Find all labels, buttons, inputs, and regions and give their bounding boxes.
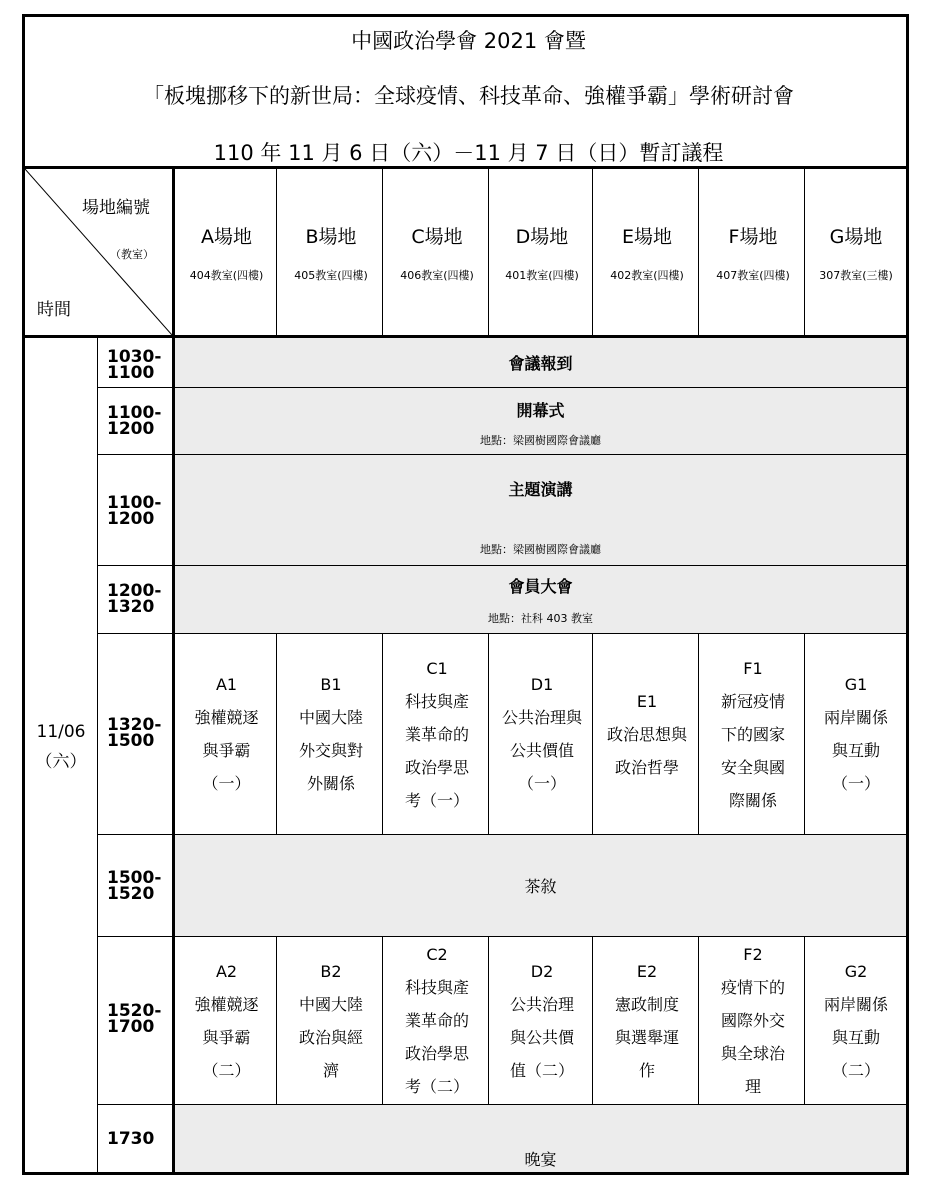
session-title-line: 考（二） xyxy=(404,1077,469,1096)
session-code: A1 xyxy=(215,675,238,694)
session-title-line: 濟 xyxy=(322,1060,339,1080)
session-title-line: 疫情下的 xyxy=(720,978,785,997)
session-title-line: 國際外交 xyxy=(720,1011,785,1030)
check-in-title: 會議報到 xyxy=(508,354,573,373)
session-title-line: 考（一） xyxy=(404,790,469,810)
venue-cell-f xyxy=(700,169,806,335)
session-code: A2 xyxy=(215,961,238,981)
session-title-line: 強權競逐 xyxy=(194,708,259,727)
session-code: F1 xyxy=(743,658,763,678)
session-code: G2 xyxy=(844,961,868,981)
session-title-line: 與公共價 xyxy=(509,1027,574,1047)
session-title-line: 際關係 xyxy=(728,790,777,810)
session-c1 xyxy=(384,634,490,834)
session-code: E2 xyxy=(636,961,658,981)
time-r7: 1520- 1700 xyxy=(107,1001,162,1037)
header-line-1: 中國政治學會 2021 會暨 xyxy=(351,29,586,53)
opening-title: 開幕式 xyxy=(516,401,565,420)
row-banquet xyxy=(175,1105,906,1172)
session-code: D1 xyxy=(530,675,554,694)
date-day: 11/06 xyxy=(36,722,86,742)
row-tea-break xyxy=(175,835,906,936)
venue-cell-d xyxy=(490,169,594,335)
venue-room: 401教室(四樓) xyxy=(505,268,579,282)
session-title-line: 業革命的 xyxy=(404,1011,469,1030)
venue-room: 406教室(四樓) xyxy=(400,268,474,282)
date-cell xyxy=(25,717,97,777)
keynote-title: 主題演講 xyxy=(508,480,573,499)
session-title-line: （一） xyxy=(517,774,566,793)
row-opening xyxy=(175,388,906,454)
time-r1: 1030- 1100 xyxy=(107,347,162,383)
session-title-line: 憲政制度 xyxy=(614,994,679,1014)
session-title-line: 安全與國 xyxy=(720,757,785,777)
venue-name: D場地 xyxy=(515,225,569,248)
row-keynote xyxy=(175,455,906,565)
session-title-line: 業革命的 xyxy=(404,724,469,744)
session-code: B1 xyxy=(320,675,342,694)
session-title-line: 與互動 xyxy=(831,1027,880,1047)
session-title-line: 下的國家 xyxy=(720,724,785,744)
session-title-line: 政治哲學 xyxy=(614,757,679,777)
keynote-place: 地點：梁國樹國際會議廳 xyxy=(480,543,601,556)
banquet-title: 晚宴 xyxy=(524,1150,557,1169)
members-meeting-title: 會員大會 xyxy=(508,577,573,596)
time-r4: 1200- 1320 xyxy=(107,581,162,617)
session-a2 xyxy=(175,937,278,1104)
session-code: E1 xyxy=(636,691,658,711)
venue-room: 407教室(四樓) xyxy=(716,268,790,282)
session-title-line: 中國大陸 xyxy=(298,994,363,1014)
time-r3: 1100- 1200 xyxy=(107,493,162,529)
venue-cell-a xyxy=(175,169,278,335)
row-check-in xyxy=(175,338,906,387)
session-title-line: （一） xyxy=(202,774,251,793)
header-line-2: 「板塊挪移下的新世局：全球疫情、科技革命、強權爭霸」學術研討會 xyxy=(143,84,794,108)
session-code: D2 xyxy=(530,961,554,981)
row-members-meeting xyxy=(175,566,906,633)
session-code: B2 xyxy=(320,961,342,981)
session-title-line: 科技與產 xyxy=(404,691,469,711)
session-b1 xyxy=(278,634,384,834)
session-code: C1 xyxy=(426,658,448,678)
session-title-line: 外關係 xyxy=(306,774,355,793)
session-g2 xyxy=(806,937,906,1104)
venue-room: 402教室(四樓) xyxy=(610,268,684,282)
session-title-line: 理 xyxy=(744,1077,761,1096)
session-title-line: 作 xyxy=(638,1060,655,1080)
venue-number-label: 場地編號 xyxy=(82,198,150,218)
session-title-line: 外交與對 xyxy=(298,741,363,760)
time-r8: 1730 xyxy=(107,1129,155,1149)
session-g1 xyxy=(806,634,906,834)
session-title-line: 與互動 xyxy=(831,741,880,760)
session-title-line: 中國大陸 xyxy=(298,708,363,727)
venue-name: B場地 xyxy=(305,225,357,248)
session-title-line: 政治思想與 xyxy=(606,724,687,744)
session-title-line: 公共治理 xyxy=(509,994,574,1014)
venue-name: G場地 xyxy=(829,225,883,248)
session-d1 xyxy=(490,634,594,834)
venue-name: C場地 xyxy=(411,225,463,248)
venue-name: E場地 xyxy=(621,225,672,248)
session-title-line: 與選舉運 xyxy=(614,1027,679,1047)
session-title-line: 政治學思 xyxy=(404,757,469,777)
tea-break-title: 茶敘 xyxy=(524,877,557,896)
session-title-line: 兩岸關係 xyxy=(823,708,888,727)
venue-cell-c xyxy=(384,169,490,335)
venue-cell-b xyxy=(278,169,384,335)
venue-room: 405教室(四樓) xyxy=(294,268,368,282)
session-title-line: （二） xyxy=(831,1060,880,1080)
room-label: （教室） xyxy=(110,248,154,261)
session-d2 xyxy=(490,937,594,1104)
session-title-line: 與全球治 xyxy=(720,1044,785,1063)
session-title-line: 新冠疫情 xyxy=(720,691,785,711)
session-title-line: 強權競逐 xyxy=(194,994,259,1014)
session-title-line: 公共治理與 xyxy=(501,708,582,727)
venue-name: A場地 xyxy=(201,225,252,248)
session-f1 xyxy=(700,634,806,834)
venue-room: 404教室(四樓) xyxy=(189,268,264,282)
session-title-line: 政治與經 xyxy=(298,1027,363,1047)
session-title-line: （一） xyxy=(831,774,880,793)
session-b2 xyxy=(278,937,384,1104)
members-meeting-place: 地點：社科 403 教室 xyxy=(488,612,593,625)
session-title-line: （二） xyxy=(202,1060,251,1080)
session-title-line: 值（二） xyxy=(509,1060,574,1080)
venue-name: F場地 xyxy=(728,225,778,248)
date-weekday: （六） xyxy=(35,752,87,772)
session-e1 xyxy=(594,634,700,834)
session-code: C2 xyxy=(426,945,448,964)
session-c2 xyxy=(384,937,490,1104)
venue-cell-g xyxy=(806,169,906,335)
session-f2 xyxy=(700,937,806,1104)
time-r2: 1100- 1200 xyxy=(107,403,162,439)
opening-place: 地點：梁國樹國際會議廳 xyxy=(480,434,601,447)
session-title-line: 兩岸關係 xyxy=(823,994,888,1014)
session-code: G1 xyxy=(844,675,868,694)
session-title-line: 與爭霸 xyxy=(202,741,251,760)
session-title-line: 公共價值 xyxy=(509,741,574,760)
venue-cell-e xyxy=(594,169,700,335)
session-title-line: 政治學思 xyxy=(404,1044,469,1063)
session-e2 xyxy=(594,937,700,1104)
session-code: F2 xyxy=(743,945,763,964)
session-title-line: 與爭霸 xyxy=(202,1027,251,1047)
session-a1 xyxy=(175,634,278,834)
agenda-table xyxy=(22,14,909,1175)
header-line-3: 110 年 11 月 6 日（六）－11 月 7 日（日）暫訂議程 xyxy=(213,141,724,165)
session-title-line: 科技與產 xyxy=(404,978,469,997)
venue-room: 307教室(三樓) xyxy=(819,268,893,282)
time-label: 時間 xyxy=(37,300,71,320)
time-r5: 1320- 1500 xyxy=(107,715,162,751)
time-r6: 1500- 1520 xyxy=(107,868,162,904)
